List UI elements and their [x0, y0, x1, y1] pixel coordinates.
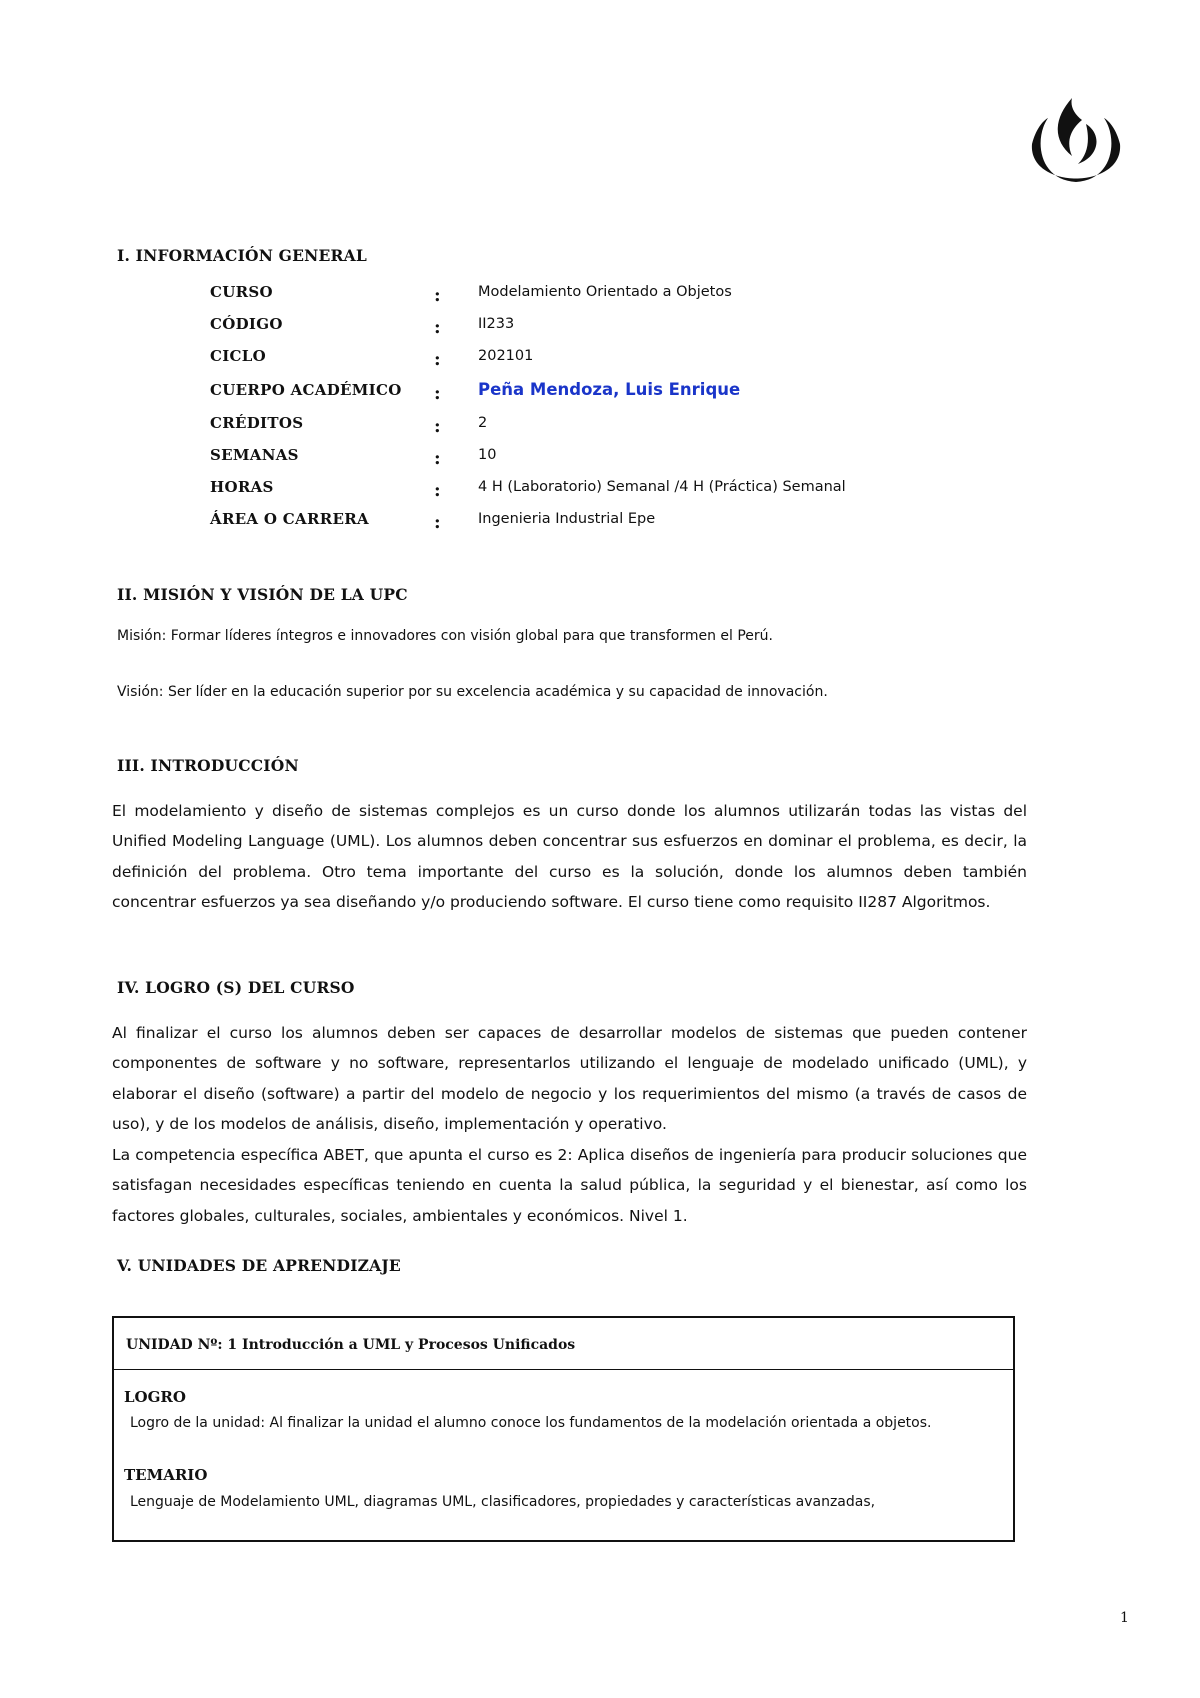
unit-title-row [114, 1318, 1013, 1370]
info-label: ÁREA O CARRERA [210, 510, 369, 528]
info-label: CRÉDITOS [210, 414, 304, 432]
vision-text: Visión: Ser líder en la educación superior por su excelencia académica y su capacidad de innovación. [117, 684, 828, 700]
unit-temario-label: TEMARIO [124, 1466, 208, 1484]
info-colon: : [434, 349, 441, 370]
info-value: 4 H (Laboratorio) Semanal /4 H (Práctica) Semanal [478, 479, 846, 495]
info-row-codigo [210, 315, 1010, 339]
info-value: 202101 [478, 348, 534, 364]
info-row-cuerpo-academico [210, 381, 1010, 405]
section-heading-general: I. INFORMACIÓN GENERAL [117, 246, 367, 265]
abet-competencia-text: La competencia específica ABET, que apunta el curso es 2: Aplica diseños de ingeniería para producir soluciones que satisfagan necesidades específicas teniendo en cuenta la salud pública, la seguridad y el bienestar, así como los factores globales, culturales, sociales, ambientales y económicos. Nivel 1. [112, 1146, 1027, 1225]
info-label: CUERPO ACADÉMICO [210, 381, 402, 399]
info-colon: : [434, 383, 441, 404]
info-colon: : [434, 317, 441, 338]
info-row-ciclo [210, 347, 1010, 371]
info-row-creditos [210, 414, 1010, 438]
info-value: Ingenieria Industrial Epe [478, 511, 656, 527]
unit-temario-text: Lenguaje de Modelamiento UML, diagramas UML, clasificadores, propiedades y características avanzadas, [130, 1494, 876, 1510]
info-colon: : [434, 512, 441, 533]
info-row-area [210, 510, 1010, 534]
section-heading-logro: IV. LOGRO (S) DEL CURSO [117, 978, 355, 997]
info-value: II233 [478, 316, 515, 332]
info-label: CICLO [210, 347, 267, 365]
info-colon: : [434, 416, 441, 437]
unit-logro-label: LOGRO [124, 1388, 186, 1406]
mision-text: Misión: Formar líderes íntegros e innovadores con visión global para que transformen el Perú. [117, 628, 774, 644]
section-heading-mision-vision: II. MISIÓN Y VISIÓN DE LA UPC [117, 585, 408, 604]
introduccion-text: El modelamiento y diseño de sistemas complejos es un curso donde los alumnos utilizarán todas las vistas del Unified Modeling Language (UML). Los alumnos deben concentrar sus esfuerzos en dominar el problema, es decir, la definición del problema. Otro tema importante del curso es la solución, donde los alumnos deben también concentrar esfuerzos ya sea diseñando y/o produciendo software. El curso tiene como requisito II287 Algoritmos. [112, 802, 1027, 911]
logro-text: Al finalizar el curso los alumnos deben ser capaces de desarrollar modelos de sistemas que pueden contener componentes de software y no software, representarlos utilizando el lenguaje de modelado unificado (UML), y elaborar el diseño (software) a partir del modelo de negocio y los requerimientos del mismo (a través de casos de uso), y de los modelos de análisis, diseño, implementación y operativo. [112, 1024, 1027, 1133]
page-number: 1 [1120, 1610, 1129, 1626]
info-row-semanas [210, 446, 1010, 470]
info-colon: : [434, 480, 441, 501]
unit-logro-text: Logro de la unidad: Al finalizar la unidad el alumno conoce los fundamentos de la modelación orientada a objetos. [130, 1415, 932, 1431]
info-label: CÓDIGO [210, 315, 283, 333]
instructor-name: Peña Mendoza, Luis Enrique [478, 380, 741, 399]
unit-title: UNIDAD Nº: 1 Introducción a UML y Procesos Unificados [126, 1337, 576, 1353]
section-heading-introduccion: III. INTRODUCCIÓN [117, 756, 299, 775]
info-label: HORAS [210, 478, 274, 496]
info-label: SEMANAS [210, 446, 299, 464]
info-value: 2 [478, 415, 488, 431]
upc-logo-icon [1025, 98, 1127, 204]
info-label: CURSO [210, 283, 273, 301]
info-row-horas [210, 478, 1010, 502]
info-colon: : [434, 285, 441, 306]
section-heading-unidades: V. UNIDADES DE APRENDIZAJE [117, 1256, 401, 1275]
info-row-curso [210, 283, 1010, 307]
info-value: Modelamiento Orientado a Objetos [478, 284, 732, 300]
info-colon: : [434, 448, 441, 469]
unit-box [112, 1316, 1015, 1542]
info-value: 10 [478, 447, 497, 463]
